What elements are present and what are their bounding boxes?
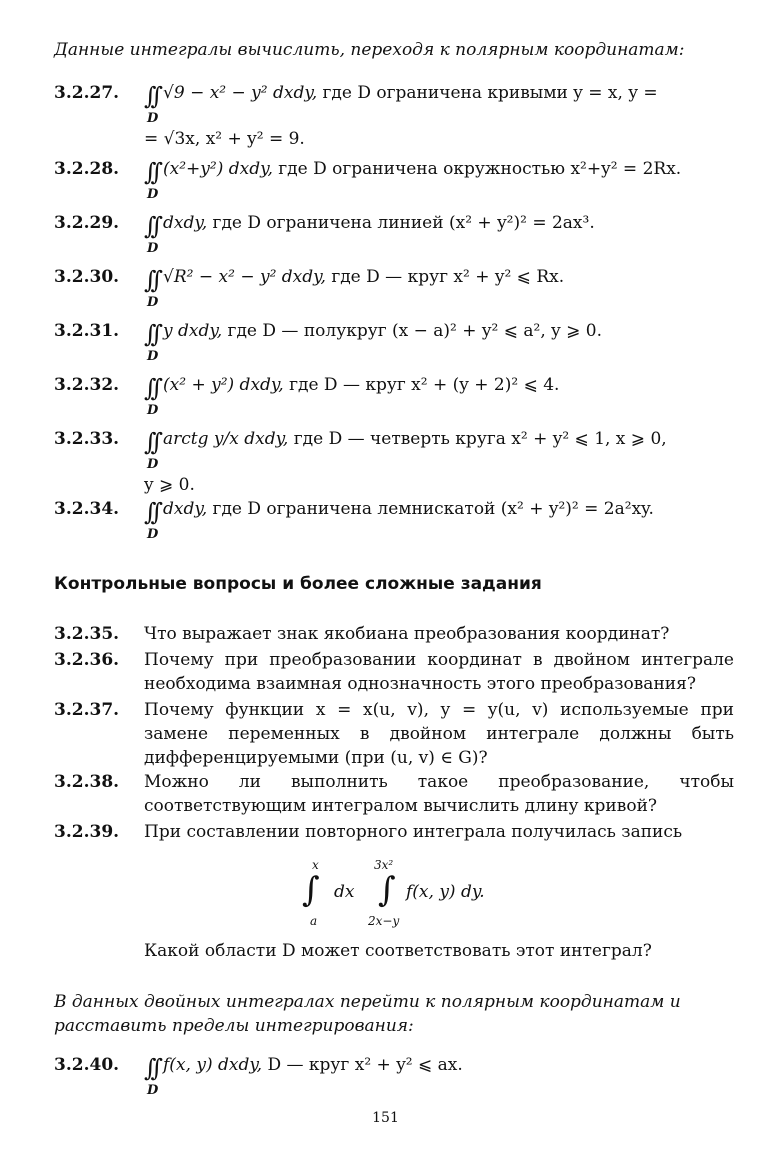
- problem-number: 3.2.32.: [54, 375, 120, 395]
- double-integral-sign: ∫∫: [144, 266, 158, 294]
- problem-number: 3.2.33.: [54, 429, 120, 449]
- integrand: y dxdy,: [163, 321, 223, 341]
- integrand: f(x, y) dxdy,: [163, 1055, 263, 1075]
- question-text: Почему функции x = x(u, v), y = y(u, v) используемые при замене переменных в двойном интеграле должны быть дифференцируемыми (при (u, v) ∈ G)?: [144, 700, 734, 768]
- problem-text: где D ограничена окружностью x²+y² = 2Rx.: [278, 159, 682, 179]
- lower-limit-inner: 2x−y: [368, 914, 400, 928]
- problem-number: 3.2.30.: [54, 267, 120, 287]
- double-integral-sign: ∫∫: [144, 374, 158, 402]
- problem-continuation: = √3x, x² + y² = 9.: [144, 129, 305, 149]
- integrand: (x² + y²) dxdy,: [163, 375, 284, 395]
- problem-number: 3.2.40.: [54, 1055, 120, 1075]
- upper-limit-outer: x: [312, 858, 319, 872]
- problem-number: 3.2.27.: [54, 83, 120, 103]
- upper-limit-inner: 3x²: [374, 858, 394, 872]
- question-text: Почему при преобразовании координат в двойном интеграле необходима взаимная однозначность этого преобразования?: [144, 650, 734, 694]
- page-number: 151: [372, 1110, 399, 1126]
- question-number: 3.2.37.: [54, 700, 120, 720]
- question-text: Что выражает знак якобиана преобразования координат?: [144, 624, 670, 644]
- double-integral-sign: ∫∫: [144, 158, 158, 186]
- problem-number: 3.2.34.: [54, 499, 120, 519]
- domain-subscript: D: [147, 527, 159, 542]
- section-heading: Контрольные вопросы и более сложные задания: [54, 574, 542, 594]
- problem-text: где D ограничена лемнискатой (x² + y²)² = 2a²xy.: [212, 499, 654, 519]
- section-intro: Данные интегралы вычислить, переходя к полярным координатам:: [54, 40, 685, 60]
- problem-continuation: y ⩾ 0.: [144, 475, 195, 495]
- integrand: f(x, y) dy.: [406, 882, 485, 902]
- integrand: (x²+y²) dxdy,: [163, 159, 273, 179]
- domain-subscript: D: [147, 1083, 159, 1098]
- question-followup: Какой области D может соответствовать этот интеграл?: [144, 941, 652, 961]
- integrand: √9 − x² − y² dxdy,: [163, 83, 318, 103]
- question-text: При составлении повторного интеграла получилась запись: [144, 822, 683, 842]
- question-number: 3.2.35.: [54, 624, 120, 644]
- section-intro: В данных двойных интегралах перейти к полярным координатам и расставить пределы интегрирования:: [54, 992, 681, 1036]
- problem-number: 3.2.28.: [54, 159, 120, 179]
- question-number: 3.2.39.: [54, 822, 120, 842]
- lower-limit-outer: a: [310, 914, 318, 928]
- problem-text: D — круг x² + y² ⩽ ax.: [267, 1055, 463, 1075]
- double-integral-sign: ∫∫: [144, 320, 158, 348]
- integrand: arctg y/x dxdy,: [163, 429, 289, 449]
- problem-text: где D ограничена кривыми y = x, y =: [322, 83, 658, 103]
- domain-subscript: D: [147, 111, 159, 126]
- problem-text: где D — полукруг (x − a)² + y² ⩽ a², y ⩾ 0.: [227, 321, 603, 341]
- problem-text: где D ограничена линией (x² + y²)² = 2ax³.: [212, 213, 595, 233]
- double-integral-sign: ∫∫: [144, 82, 158, 110]
- domain-subscript: D: [147, 349, 159, 364]
- double-integral-sign: ∫∫: [144, 212, 158, 240]
- problem-text: где D — круг x² + (y + 2)² ⩽ 4.: [289, 375, 560, 395]
- iterated-integral: [290, 858, 490, 928]
- problem-text: где D — круг x² + y² ⩽ Rx.: [331, 267, 565, 287]
- domain-subscript: D: [147, 295, 159, 310]
- question-number: 3.2.38.: [54, 772, 120, 792]
- question-number: 3.2.36.: [54, 650, 120, 670]
- double-integral-sign: ∫∫: [144, 1054, 158, 1082]
- problem-number: 3.2.31.: [54, 321, 120, 341]
- problem-number: 3.2.29.: [54, 213, 120, 233]
- question-text: Можно ли выполнить такое преобразование, чтобы соответствующим интегралом вычислить длину кривой?: [144, 772, 734, 816]
- integrand: dxdy,: [163, 213, 208, 233]
- domain-subscript: D: [147, 457, 159, 472]
- double-integral-sign: ∫∫: [144, 428, 158, 456]
- integral-sign: ∫: [378, 870, 396, 910]
- double-integral-sign: ∫∫: [144, 498, 158, 526]
- domain-subscript: D: [147, 403, 159, 418]
- problem-text: где D — четверть круга x² + y² ⩽ 1, x ⩾ 0,: [293, 429, 667, 449]
- domain-subscript: D: [147, 241, 159, 256]
- domain-subscript: D: [147, 187, 159, 202]
- integrand: √R² − x² − y² dxdy,: [163, 267, 326, 287]
- integral-sign: ∫: [302, 870, 320, 910]
- dx: dx: [334, 882, 355, 902]
- integrand: dxdy,: [163, 499, 208, 519]
